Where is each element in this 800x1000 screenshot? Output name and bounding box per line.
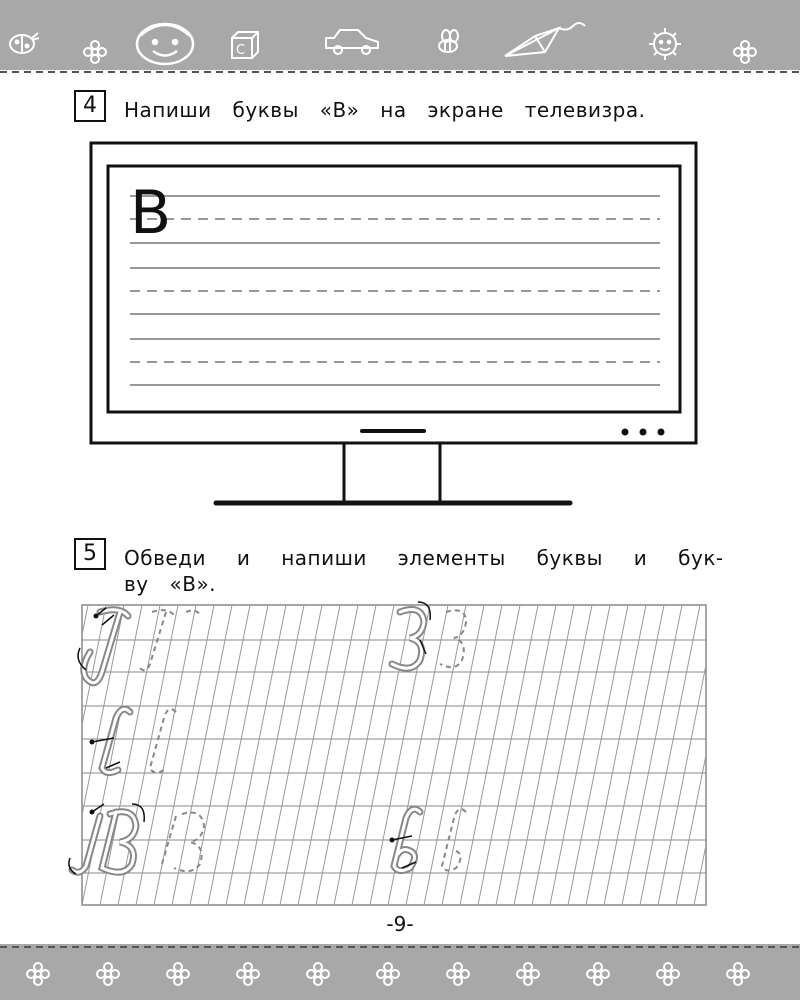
task-4-instruction: Напиши буквы «В» на экране телевизра. (124, 98, 646, 122)
grid-lines (82, 640, 706, 873)
flower-icon (167, 963, 189, 985)
flower-icon (237, 963, 259, 985)
slant-line (46, 605, 106, 905)
slant-line (640, 605, 700, 905)
slant-line (550, 605, 610, 905)
slant-line (586, 605, 646, 905)
slant-line (460, 605, 520, 905)
task-5-instruction-line1: Обведи и напиши элементы буквы и бук- (124, 546, 724, 570)
slant-line (442, 605, 502, 905)
slant-line (604, 605, 664, 905)
slant-line (262, 605, 322, 905)
slant-line (226, 605, 286, 905)
slant-line (64, 605, 124, 905)
slant-line (118, 605, 178, 905)
slant-line (280, 605, 340, 905)
slant-line (496, 605, 556, 905)
slant-line (694, 605, 754, 905)
slant-line (352, 605, 412, 905)
flower-icon (727, 963, 749, 985)
flower-icon (307, 963, 329, 985)
slant-line (478, 605, 538, 905)
slant-line (208, 605, 268, 905)
page-number: -9- (386, 912, 414, 936)
flower-icon (587, 963, 609, 985)
slant-line (136, 605, 196, 905)
task-5-instruction-line2: ву «В». (124, 572, 217, 596)
slant-line (568, 605, 628, 905)
slant-line (514, 605, 574, 905)
flower-icon (517, 963, 539, 985)
flower-icon (377, 963, 399, 985)
flower-icon (447, 963, 469, 985)
slant-line (622, 605, 682, 905)
flower-icon (657, 963, 679, 985)
slant-line (10, 605, 70, 905)
sample-letter: В (130, 178, 172, 248)
slant-line (424, 605, 484, 905)
slant-lines (10, 605, 790, 905)
footer-band (0, 944, 800, 1000)
slant-line (730, 605, 790, 905)
flower-icon (27, 963, 49, 985)
task-4-number: 4 (74, 90, 106, 122)
svg-text:C: C (236, 43, 246, 58)
slant-line (532, 605, 592, 905)
slant-line (334, 605, 394, 905)
slant-line (244, 605, 304, 905)
slant-line (298, 605, 358, 905)
slant-line (712, 605, 772, 905)
slant-line (658, 605, 718, 905)
task-5-number: 5 (74, 538, 106, 570)
slant-line (316, 605, 376, 905)
flower-icon (97, 963, 119, 985)
slant-line (190, 605, 250, 905)
